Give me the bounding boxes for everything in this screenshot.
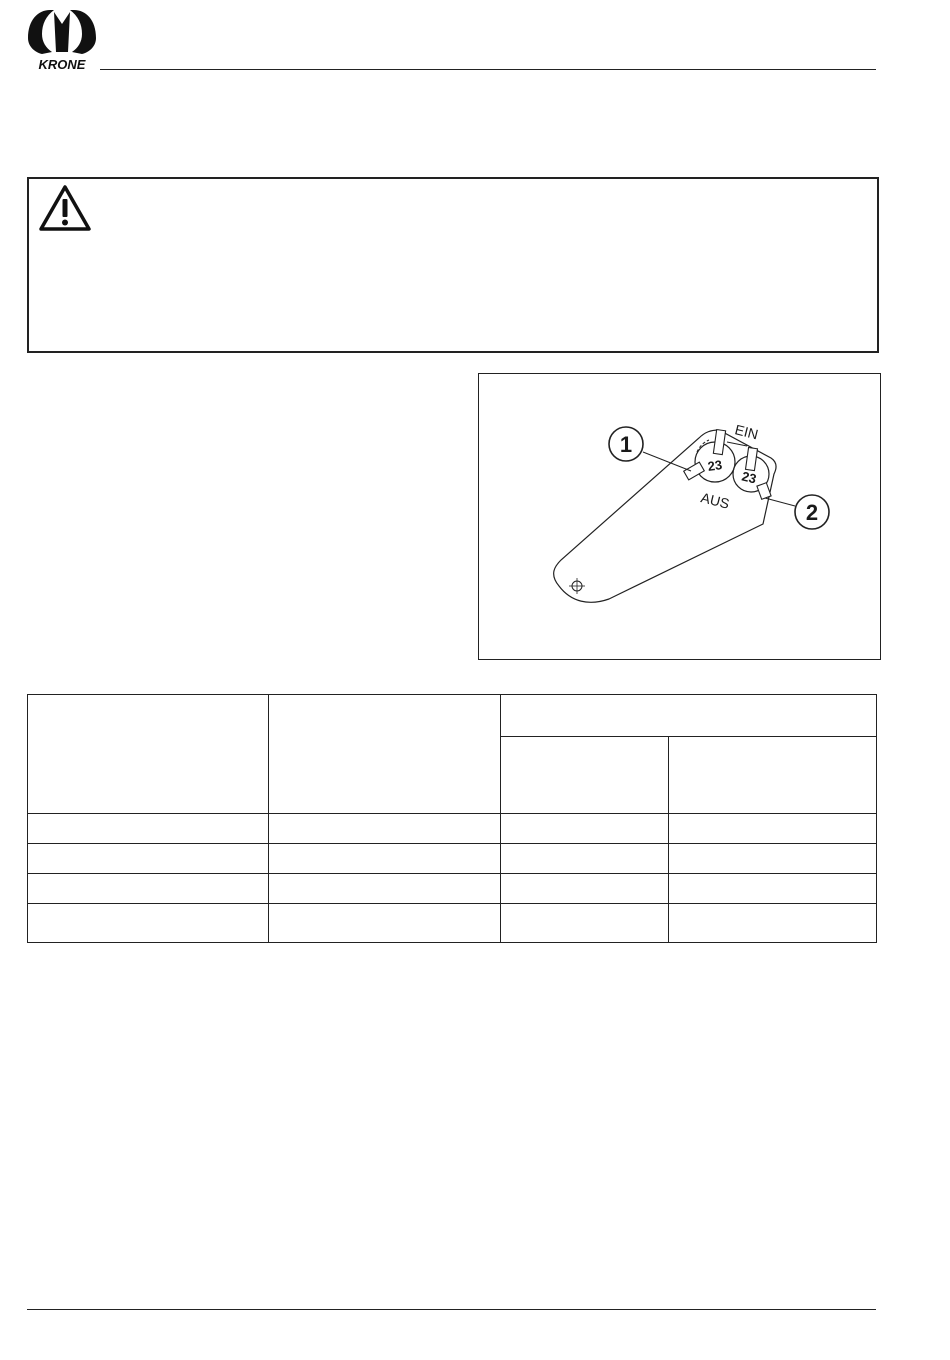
callout-2-number: 2 — [805, 500, 819, 525]
label-ein: EIN — [733, 421, 760, 443]
table-cell — [269, 904, 501, 943]
table-cell — [28, 874, 269, 904]
table-header-group — [501, 695, 877, 737]
warning-box — [27, 177, 879, 353]
table-cell — [269, 844, 501, 874]
table-cell — [669, 814, 877, 844]
table-header-col1 — [28, 695, 269, 814]
table-cell — [669, 904, 877, 943]
table-cell — [28, 814, 269, 844]
table-header-col2 — [269, 695, 501, 814]
valve-2-number: 23 — [740, 468, 758, 487]
table-cell — [28, 904, 269, 943]
table-cell — [269, 874, 501, 904]
header-rule — [100, 69, 876, 70]
table-cell — [501, 814, 669, 844]
label-aus: AUS — [699, 489, 732, 512]
krone-logo — [24, 4, 100, 72]
table-cell — [669, 844, 877, 874]
callout-1-leader — [643, 452, 691, 471]
warning-triangle-icon — [37, 183, 93, 233]
brand-wordmark: KRONE — [38, 57, 86, 72]
footer-rule — [27, 1309, 876, 1310]
valve-1-number: 23 — [706, 457, 724, 474]
callout-2-leader — [765, 498, 795, 506]
table-cell — [28, 844, 269, 874]
table-row — [28, 904, 877, 943]
bracket-plate — [554, 430, 776, 602]
data-table — [27, 694, 877, 943]
table-cell — [501, 844, 669, 874]
valve-1-icon — [684, 430, 735, 482]
figure-valve-panel — [478, 373, 881, 660]
mount-hole-icon — [569, 578, 585, 594]
table-cell — [269, 814, 501, 844]
callout-1-number: 1 — [619, 432, 633, 457]
table-row — [28, 844, 877, 874]
table-cell — [501, 874, 669, 904]
table-cell — [501, 904, 669, 943]
table-row — [28, 874, 877, 904]
table-header-col3 — [501, 737, 669, 814]
table-cell — [669, 874, 877, 904]
table-row — [28, 814, 877, 844]
table-header-col4 — [669, 737, 877, 814]
